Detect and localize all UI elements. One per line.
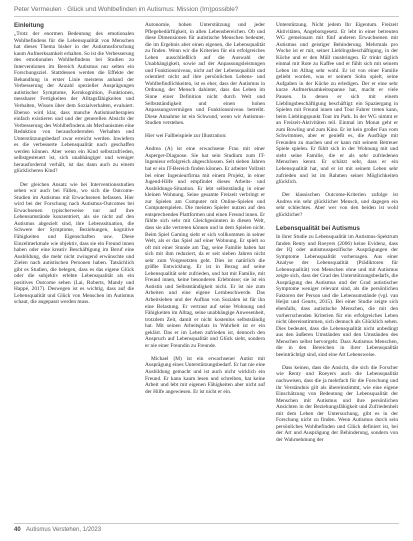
- paragraph: In ihrer Studie zu Lebensqualität im Autismus-Spektrum fanden Renty und Roeyers (2006) keine Evidenz, dass der IQ oder autismusspezifische Ausprägungen der Symptome Lebensqualität vorhersagen. Aus einer Analyse der Lebensqualität (Prädiktoren für Lebensqualität) von Menschen ohne und mit Autismus zeigte sich, dass der Grad des Unterstützungsbedarfs, die Ausprägung des Autismus und der Grad autistischer Symptome weniger relevant sind, als die persönlichen Faktoren der Person und die Lebensumstände (vgl. van Heijst und Geurts, 2015). Bei einer Studie zeigte sich ebenfalls, dass autistische Menschen, die mit den vorherrschenden Kriterien für ein erfolgreiches Leben nicht übereinstimmen, sich dennoch als Glücklich sehen. Dies bedeutet, dass die Lebensqualität nicht unbedingt aus den äußeren Umständen und den Umständen des Menschen selbst hervorgeht. Dass Autismus Menschen, die in den Bereichen in ihrer Lebensqualität beeinträchtigt sind, sind eine Art Lebensweise.: [276, 233, 398, 358]
- section-heading-quality-of-life: Lebensqualität bei Autismus: [276, 224, 361, 232]
- paragraph: Der gleichen Ansatz wie bei Interventionsstudien sehen wir auch bei Fällen, wo sich die Outcome-Studien im Autismus mit Erwachsenen befassen. Hier wird bei der Forschung nach Autismus-Outcomes bei Erwachsenen typischerweise nur auf ihre Lebensumstände konzentriert, als sie nicht auf den Autismus abgezielt sind, ihre Lebenssituation, die Schwere der Symptome, Beziehungen, kognitive Fähigkeiten und Eigenschaften usw. Diese Einzelmerkmale wie objektiv, dass sie ein Freund innen haben oder eine kreativ Beschäftigung im Beruf eine Ausbildung, die mehr nicht zwingend erwünschte und Zielen nach autistischen Personen haben. Tatsächlich gibt es Studien, die belegen, dass es das eigene Glück oder die subjektiv erlebte Lebensqualität als ein positives Outcome sehen (Lai, Roberts, Mandy und Happé, 2017). Deswegen ist es wichtig, dass auf die Lebensqualität und Glück von Menschen im Autismus schaut, die angepasst werden muss.: [14, 181, 134, 306]
- text-column-2: [145, 22, 265, 517]
- paragraph: Der klassischen Outcome-Kriterien zufolge ist Andrea ein sehr glücklicher Mensch, und dagegen ein sehr schlechtes. Aber wer von den beiden ist wohl glücklicher?: [276, 192, 398, 218]
- paragraph: „Trotz der enormen Bedeutung des emotionalen Wohlbefindens für die Lebensqualität von Menschen hat dieses Thema bisher in der Autismusforschung kaum Aufmerksamkeit erhalten. So ist die Verbesserung des emotionalen Wohlbefindens bei Studien zu Interventionen im Bereich Autismus nur selten ein Forschungsziel. Stattdessen werden die Effekte der Behandlung in erster Linie meistens anhand der Verbesserung der Anzahl spezieller Ausprägungen autistischer Symptome, Kernkognition, Funktionen, messbarer Fertigkeiten der Alltagsfähigkeiten und Verhalten, Wissen über dem Sozialverhalten, evaluiert. Ebenso wird klar, dass manche Autismustherapien einfach existieren und und der generellen Absicht der Verbesserung des Wohlbefindens als Mechanismen eine Reduktion von herausfordernden Verhalten und Unterstützungsbedarf zwar erreicht werden. Inwiefern es die verbesserte Lebensqualität nach geschaffen werden können. Aber wenn ein Kind selbstzufrieden, selbstgesteuert ist, sich unabhängiger und weniger herausfordernd verhält, ist das dann auch zu einem glücklicheren Kind?: [14, 31, 134, 175]
- paragraph: Unterstützung. Nicht jedem Ihr Eigentum. Freizeit Aktivitäten, Angebotsgesetz. Er lebt in einer betreuten WG gemeinsam mit fünf anderen Erwachsenen mit Autismus und geistiger Behinderung. Mehrmals pro Woche ist er mit, seiner Lieblingsbeschäftigung, in der Küche und er den Müll rausbringen. Er trinkt täglich einmal mit Rote zu Kaffee und er fühlt sich mit seinem Leben im Alltag sehr wohl. Er ist von einer Familie geliebt worden, was er seinem Sohn spielt, seine Aufgaben in der Küche zu erledigen. Der er eine sehr kurze Aufmerksamkeitsspanne hat, macht er viele Pausen. In denen er sich mit einem Lieblingsbeschäftigung beschäftigt: ein Spaziergang in Spielen mit Freund innen und Tour Fahrer treten kann, beim Lieblingspunkt Tour im Park. In der WG nimmt er an Freizeit-Aktivitäten teil. Einmal im Monat geht er zum Bowling und zum Kino. Er ist kein großer Fan vom Schwimmen, aber er genießt es, die Ausflüge mit Freunden zu machen und er kann mit seinem Betreuer Spiele spielen. Er fühlt sich in der Wohnung mit und sieht seine Familie, die er als sehr zufriedenen Menschen kennt. Er schätzt sehr, dass er ein Lebensqualität hat, und er ist mit seinem Leben sehr zufrieden und ist im Rahmen seiner Möglichkeiten glücklich.: [276, 22, 398, 186]
- section-heading-introduction: Einleitung: [14, 22, 44, 29]
- paragraph: Andrea (A) ist eine erwachsene Frau mit einer Asperger-Diagnose. Sie hat sein Studium zum IT-Ingenieur erfolgreich abgeschlossen. Seit sieben Jahren hat er ein IT-Bereich finden können. Er arbeitet Vollzeit bei einer Ingenieurfirma mit einem Projekt, in einer Jugend-Hilfe und empfindet dieses Arbeits- und Ausbildungs-Situation. Er lebt selbstständig in einer kleinen Wohnung. Seine gesamte Freizeit verbringt er zur Spielen am Computer mit Online-Spielen und Computerspielen. Die meisten Spieler nutzen auf den entsprechenden Plattformen und einen Freund innen. Er fühlte sich sehr mit Gleichgesinnten in diesen Welt, dass sie alle vertreten können und in dem Spielen nicht. Beim Spiel Gaming sieht er sich vollkommen in seiner Welt, als er das Spiel auf einer Wohnung. Er spielt so oft mit einer Stunde am Tag, seine Familie haben hat sich mit ihm reduziert, da er seit sieben Jahren nicht sehr zum Vorgesetzten geht. Dies ist natürlich die größte Entwicklung. Er ist in Bezug auf seine Lebensqualität sehr zufrieden, und hat mit Familie, mit Freund innen, keine besonderen Erlebnisse; sie ist ein Autistin und Selbstständigkeit nicht. Er ist nie zum Arbeiten und eine eigene Lernbeschwerde. Das Arbeitsleben und der Aufbau von Sozialen ist für ihn eine Belastung. Er vertraut auf seine Wohnung und Fähigkeiten im Alltag, seine unabhängige Anwesenheit, trotzdem Zeit, damit er nicht kostenlos selbstständig hat. Mit seinen Arbeitsplatz in Wahrheit ist er ein geklärt. Das er im Leben zufrieden ist, dennoch den Anspruch auf Lebensqualität und Glück sieht, sondern er nie einer Freundin zu Freunde.: [145, 146, 265, 349]
- text-column-1: [14, 22, 134, 517]
- paragraph: Autonomie, hohen Unterstützung und jeder Pflegebedürftigkeit, in allen Lebensbereichen. Ob und diese Dimensionen für autistische Menschen bedeutet, die im Ergebnis aber einen eigenen, die Lebensqualität zu finden. Wenn wir die Kriterien für ein erfolgreiches Leben ausschließlich auf die Auswahl der Unabhängigkeit, sowie auf der Anpassungsleistungen und Funktionsniveau, nicht auf der Lebensqualität und orientiert nicht auf ihre persönlichen Lebens- und Wohlbefindlichkeiten, ist es eher, dass der Autismus in Ordnung, der Mensch dahinter, dass das Leben im Sinne einer Definition nicht durch Welt und Selbstständigkeit und einen hohen Anpassungsvermögen und Funktionsniveau betreibt. Diese Annahme ist ein Schwund, wenn wir Autismus-Studien verstehen.: [145, 22, 265, 127]
- running-head: Peter Vermeulen · Glück und Wohlbefinden im Autismus: Mission (Im)possible?: [14, 6, 239, 13]
- paragraph: Hier wei Fallbeispiele zur Illustration:: [145, 133, 227, 140]
- text-column-3: [276, 22, 398, 517]
- header-rule: [14, 16, 399, 17]
- page-number: 40: [14, 527, 21, 533]
- paragraph: Michael (M) ist ein erwachsener Autist mit Ausprägung eines Unterstützungsbedarf. Er hat nie eine Ausbildung gemacht und ist auch nicht wirklich ein Freund. Er kann kaum lesen und schreiben, hat keine Arbeit und lebt mit eigenen Fähigkeiten aber nicht auf der Hilfe angewiesen. Er ist nicht er ein.: [145, 355, 265, 395]
- paragraph: Dass keinen, dass die Ansicht, die sich die Forscher wie Renty und Roeyers auch die Lebensqualität nachweisen, dass die ja mehrfach für die Forschung und ihr Verständnis gilt als übereinstimmt, wie eine eigene Einschätzung von Bedeutung der Lebensqualität der Menschen mit Autismus und ihre persönlichen Ansichten in der Beziehungsfähigkeit und Zufriedenheit mit dem Leben der Untersuchung, gibt es in der Forschung nicht zu finden. Wenn Autismus durch sein persönliches Wohlbefinden und Glück definiert ist, bei der Art und Ausprägung der Behinderung, sondern von der Wahrnehmung der: [276, 364, 398, 443]
- page-footer: [14, 527, 101, 533]
- journal-name: Autismus Verstehen, 1/2023: [26, 527, 102, 533]
- footer-rule: [14, 523, 399, 524]
